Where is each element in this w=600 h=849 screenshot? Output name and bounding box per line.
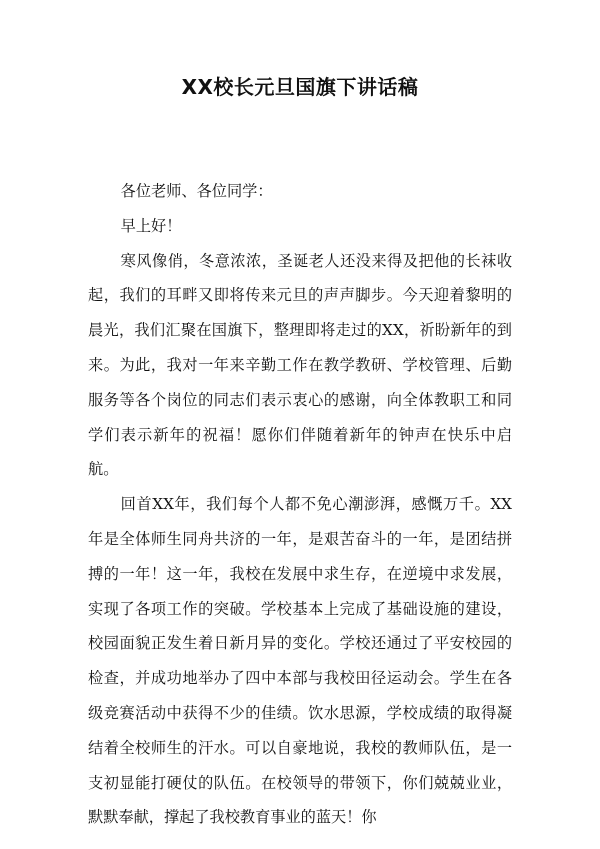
- greeting: 早上好！: [120, 216, 182, 235]
- paragraph-1: 寒风像俏，冬意浓浓，圣诞老人还没来得及把他的长袜收起，我们的耳畔又即将传来元旦的声声脚步。今天迎着黎明的晨光，我们汇聚在国旗下，整理即将走过的XX，祈盼新年的到来。为此，我对一年来辛勤工作在教学教研、学校管理、后勤服务等各个岗位的同志们表示衷心的感谢，向全体教职工和同学们表示新年的祝福！愿你们伴随着新年的钟声在快乐中启航。: [88, 251, 512, 479]
- salutation: 各位老师、各位同学：: [120, 182, 273, 200]
- document-title: XX校长元旦国旗下讲话稿: [181, 75, 419, 99]
- paragraph-2: 回首XX年，我们每个人都不免心潮澎湃，感慨万千。XX年是全体师生同舟共济的一年，是艰苦奋斗的一年，是团结拼搏的一年！这一年，我校在发展中求生存，在逆境中求发展，实现了各项工作的突破。学校基本上完成了基础设施的建设，校园面貌正发生着日新月异的变化。学校还通过了平安校园的检查，并成功地举办了四中本部与我校田径运动会。学生在各级竞赛活动中获得不少的佳绩。饮水思源，学校成绩的取得凝结着全校师生的汗水。可以自豪地说，我校的教师队伍，是一支初显能打硬仗的队伍。在校领导的带领下，你们兢兢业业，默默奉献，撑起了我校教育事业的蓝天！你: [88, 495, 512, 827]
- document-body: [88, 174, 512, 835]
